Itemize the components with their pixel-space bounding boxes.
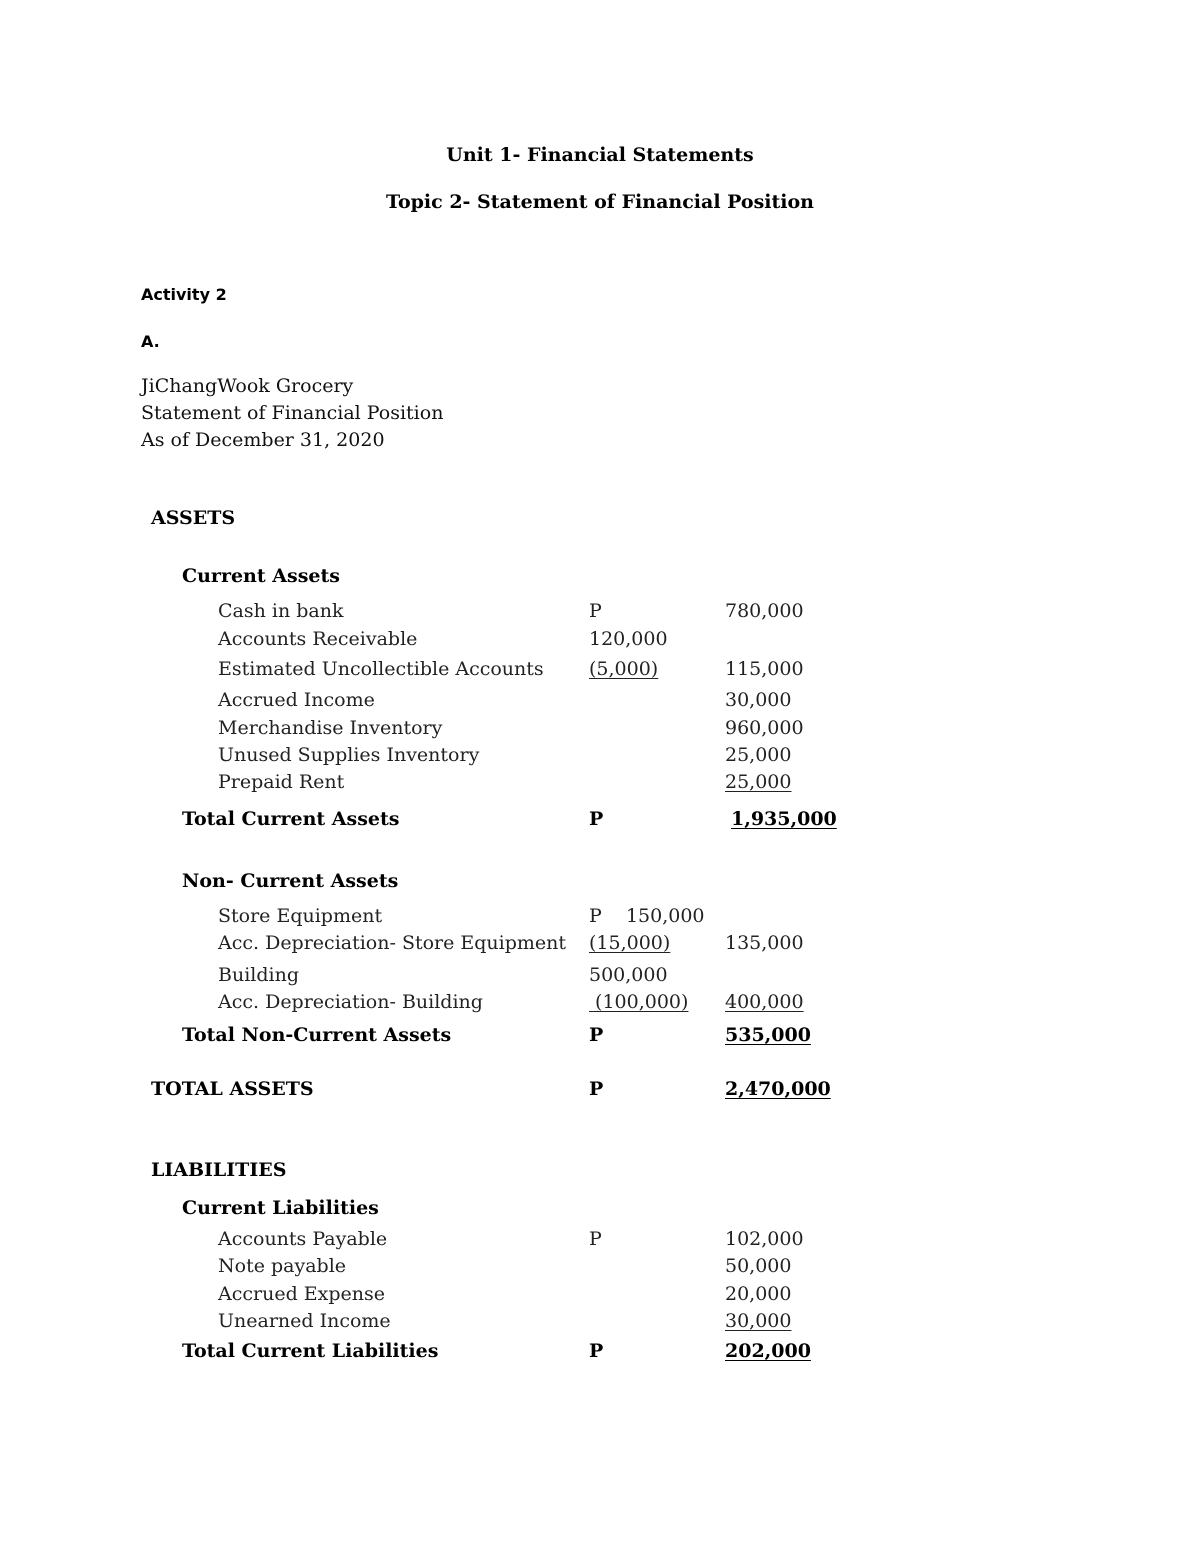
line-item-label: Note payable xyxy=(218,1255,347,1277)
line-item-label: Prepaid Rent xyxy=(218,771,345,793)
line-item-label: Cash in bank xyxy=(218,600,344,622)
line-item-label: Accounts Payable xyxy=(218,1228,388,1250)
line-item-col2: 30,000 xyxy=(725,689,792,711)
total-assets-label: TOTAL ASSETS xyxy=(151,1078,314,1100)
total-current-assets-currency: P xyxy=(589,808,604,830)
line-item-label: Unused Supplies Inventory xyxy=(218,744,480,766)
line-item-col2: 135,000 xyxy=(725,932,804,954)
line-item-label: Accrued Expense xyxy=(218,1283,385,1305)
total-assets-value: 2,470,000 xyxy=(725,1078,831,1100)
line-item-label: Building xyxy=(218,964,299,986)
line-item-col1: P 150,000 xyxy=(589,905,705,927)
line-item-col1: 500,000 xyxy=(589,964,668,986)
total-noncurrent-assets-value: 535,000 xyxy=(725,1024,811,1046)
line-item-col2: 25,000 xyxy=(725,744,792,766)
line-item-col1: P xyxy=(589,600,602,622)
line-item-label: Merchandise Inventory xyxy=(218,717,443,739)
line-item-col2: 115,000 xyxy=(725,658,804,680)
company-name: JiChangWook Grocery xyxy=(141,375,354,397)
line-item-col2: 30,000 xyxy=(725,1310,792,1332)
line-item-col2: 50,000 xyxy=(725,1255,792,1277)
line-item-col2: 102,000 xyxy=(725,1228,804,1250)
line-item-col2: 400,000 xyxy=(725,991,804,1013)
total-current-liabilities-currency: P xyxy=(589,1340,604,1362)
line-item-col2: 25,000 xyxy=(725,771,792,793)
activity-label: Activity 2 xyxy=(141,285,227,304)
liabilities-heading: LIABILITIES xyxy=(151,1159,287,1181)
line-item-col2: 780,000 xyxy=(725,600,804,622)
unit-title: Unit 1- Financial Statements xyxy=(446,144,754,166)
line-item-col1: (5,000) xyxy=(589,658,659,680)
line-item-col1: (100,000) xyxy=(589,991,689,1013)
total-assets-currency: P xyxy=(589,1078,604,1100)
total-current-liabilities-value: 202,000 xyxy=(725,1340,811,1362)
total-noncurrent-assets-currency: P xyxy=(589,1024,604,1046)
line-item-label: Estimated Uncollectible Accounts xyxy=(218,658,544,680)
part-label: A. xyxy=(141,332,160,351)
line-item-col1: (15,000) xyxy=(589,932,671,954)
topic-title: Topic 2- Statement of Financial Position xyxy=(386,191,814,213)
total-current-liabilities-label: Total Current Liabilities xyxy=(182,1340,439,1362)
line-item-col2: 20,000 xyxy=(725,1283,792,1305)
line-item-col1: P xyxy=(589,1228,602,1250)
line-item-label: Accrued Income xyxy=(218,689,375,711)
total-current-assets-value: 1,935,000 xyxy=(731,808,837,830)
line-item-col1: 120,000 xyxy=(589,628,668,650)
statement-name: Statement of Financial Position xyxy=(141,402,444,424)
assets-heading: ASSETS xyxy=(151,507,236,529)
total-noncurrent-assets-label: Total Non-Current Assets xyxy=(182,1024,452,1046)
line-item-label: Accounts Receivable xyxy=(218,628,418,650)
line-item-col2: 960,000 xyxy=(725,717,804,739)
line-item-label: Store Equipment xyxy=(218,905,383,927)
current-liabilities-heading: Current Liabilities xyxy=(182,1197,379,1219)
line-item-label: Acc. Depreciation- Building xyxy=(218,991,483,1013)
current-assets-heading: Current Assets xyxy=(182,565,340,587)
noncurrent-assets-heading: Non- Current Assets xyxy=(182,870,399,892)
statement-date: As of December 31, 2020 xyxy=(141,429,385,451)
line-item-label: Acc. Depreciation- Store Equipment xyxy=(218,932,567,954)
total-current-assets-label: Total Current Assets xyxy=(182,808,400,830)
line-item-label: Unearned Income xyxy=(218,1310,391,1332)
